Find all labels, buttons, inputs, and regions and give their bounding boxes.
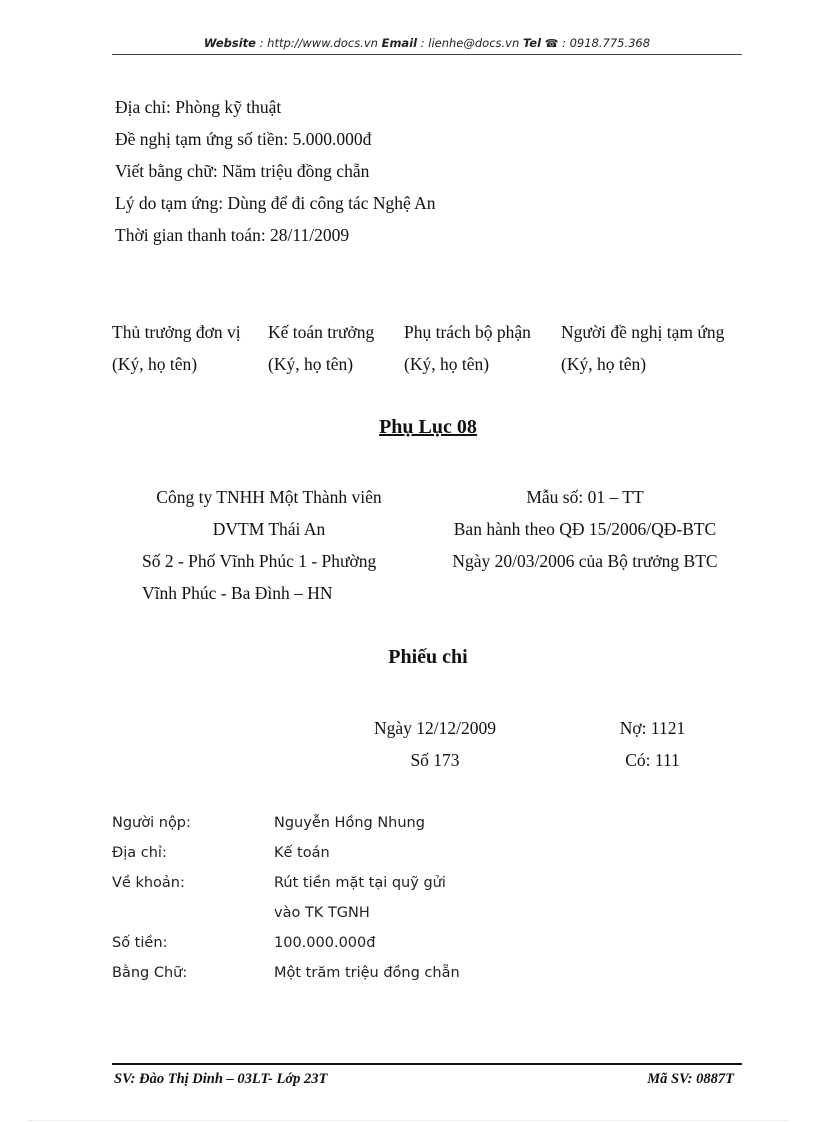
signature-requester <box>561 316 724 380</box>
voucher-date-number <box>350 712 520 776</box>
voucher-debit: Nợ: 1121 <box>619 718 686 738</box>
signature-chief-accountant <box>268 316 374 380</box>
request-line-address: Địa chỉ: Phòng kỹ thuật <box>115 97 282 117</box>
company-name-line1: Công ty TNHH Một Thành viên <box>156 487 382 507</box>
page-footer <box>112 1063 742 1087</box>
signature-note: (Ký, họ tên) <box>268 354 354 374</box>
signature-unit-head <box>112 316 241 380</box>
signature-title: Thủ trưởng đơn vị <box>112 322 241 342</box>
form-issued-date: Ngày 20/03/2006 của Bộ trưởng BTC <box>452 551 718 571</box>
field-value: vào TK TGNH <box>274 905 370 921</box>
request-line-amount-words: Viết bằng chữ: Năm triệu đồng chẵn <box>115 161 370 181</box>
field-label: Bằng Chữ: <box>112 965 188 981</box>
appendix-title: Phụ Lục 08 <box>379 416 477 438</box>
voucher-accounts <box>600 712 705 776</box>
website-value[interactable]: : http://www.docs.vn <box>255 36 382 50</box>
footer-student: SV: Đào Thị Dinh – 03LT- Lớp 23T <box>114 1071 328 1087</box>
page-bottom-divider <box>28 1120 788 1121</box>
website-label: Website <box>203 36 256 50</box>
form-issued-by: Ban hành theo QĐ 15/2006/QĐ-BTC <box>453 519 717 539</box>
field-label: Về khoản: <box>112 875 185 891</box>
form-number: Mẫu số: 01 – TT <box>526 487 644 507</box>
email-value[interactable]: : lienhe@docs.vn <box>417 36 523 50</box>
field-label: Người nộp: <box>112 815 191 831</box>
field-value: Một trăm triệu đồng chẵn <box>274 965 460 981</box>
company-address-line1: Số 2 - Phố Vĩnh Phúc 1 - Phường <box>142 551 377 571</box>
field-label: Số tiền: <box>112 935 168 951</box>
signature-note: (Ký, họ tên) <box>404 354 490 374</box>
phone-icon: ☎ <box>544 37 559 50</box>
field-value: 100.000.000đ <box>274 935 376 951</box>
voucher-number: Số 173 <box>410 750 460 770</box>
field-label: Địa chỉ: <box>112 845 167 861</box>
request-line-amount: Đề nghị tạm ứng số tiền: 5.000.000đ <box>115 129 372 149</box>
field-value: Rút tiền mặt tại quỹ gửi <box>274 875 446 891</box>
page-header <box>112 36 742 55</box>
signature-title: Phụ trách bộ phận <box>404 322 531 342</box>
signature-note: (Ký, họ tên) <box>561 354 647 374</box>
field-row-address <box>112 838 612 868</box>
voucher-credit: Có: 111 <box>625 750 680 770</box>
company-address-line2: Vĩnh Phúc - Ba Đình – HN <box>142 583 333 603</box>
signature-department-head <box>404 316 531 380</box>
field-row-purpose-cont <box>112 898 612 928</box>
field-value: Nguyễn Hồng Nhung <box>274 815 425 831</box>
company-block <box>130 481 408 609</box>
request-line-reason: Lý do tạm ứng: Dùng để đi công tác Nghệ An <box>115 193 436 213</box>
advance-request-details <box>115 91 436 251</box>
signature-title: Kế toán trưởng <box>268 322 375 342</box>
signature-title: Người đề nghị tạm ứng <box>561 322 725 342</box>
tel-value: : 0918.775.368 <box>558 36 651 50</box>
field-row-amount-words <box>112 958 612 988</box>
field-row-amount <box>112 928 612 958</box>
footer-student-id: Mã SV: 0887T <box>647 1071 734 1087</box>
company-name-line2: DVTM Thái An <box>212 519 326 539</box>
field-row-payer <box>112 808 612 838</box>
email-label: Email <box>381 36 418 50</box>
voucher-date: Ngày 12/12/2009 <box>373 718 496 738</box>
signature-note: (Ký, họ tên) <box>112 354 198 374</box>
voucher-title: Phiếu chi <box>388 646 468 668</box>
field-row-purpose <box>112 868 612 898</box>
form-info-block <box>430 481 740 577</box>
voucher-fields <box>112 808 612 988</box>
request-line-payment-time: Thời gian thanh toán: 28/11/2009 <box>115 225 350 245</box>
field-value: Kế toán <box>274 845 330 861</box>
tel-label: Tel <box>522 36 542 50</box>
